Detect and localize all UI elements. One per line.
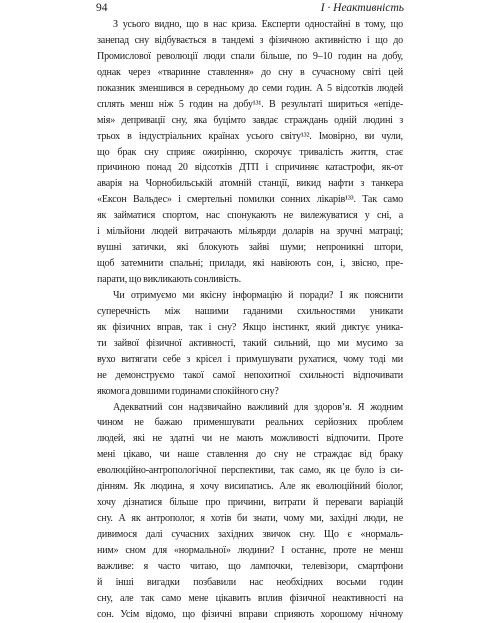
text-line: еволюційно-антропологічної перспективи, так само, як це було із си-: [97, 465, 403, 477]
text-line: що брак сну сприяє ожирінню, скорочує тривалість життя, стає: [97, 146, 403, 158]
body-text: [97, 17, 403, 623]
text-line: не демонструємо такої самої непохитної схильності відпочивати: [97, 369, 403, 381]
text-line: чином не бажаю применшувати реальних серйозних проблем: [97, 417, 403, 429]
text-line: мія» депривації сну, яка буцімто завдає страждань одній людині з: [97, 114, 403, 126]
page-number: 94: [96, 2, 108, 14]
paragraph: [97, 17, 403, 288]
text-line: людей, які не здатні чи не мають можливості відпочити. Проте: [97, 433, 403, 445]
text-line: аварія на Чорнобильській атомній станції, викид нафти з танкера: [97, 178, 403, 190]
text-line: мені цікаво, чи наше ставлення до сну не страждає від браку: [97, 449, 403, 461]
paragraph: [97, 400, 403, 623]
text-line: суперечність між нашими гаданими схильностями уникати: [97, 305, 403, 317]
text-line: сну, але так само мене цікавить вплив фізичної неактивності на: [97, 592, 403, 604]
text-line: дінням. Як людина, я хочу висипатись. Але як еволюційний біолог,: [97, 481, 403, 493]
text-line: дивимося далі сучасних західних звичок сну. Що є «нормаль-: [97, 529, 403, 540]
text-line: трьох в індустріальних країнах усього світу¹³². Імовірно, ви чули,: [97, 130, 403, 142]
text-line: важливе: я часто читаю, що лампочки, телевізори, смартфони: [97, 560, 403, 572]
text-line: причиною понад 20 відсотків ДТП і спричиняє катастрофи, як-от: [97, 162, 403, 174]
text-line: «Ексон Вальдес» і смертельні помилки сонних лікарів¹³³. Так само: [97, 194, 403, 206]
text-line: Чи отримуємо ми якісну інформацію й поради? І як пояснити: [113, 289, 403, 301]
text-line: вухо витягати себе з крісел і примушувати рухатися, чому тоді ми: [97, 353, 403, 365]
text-line: показник зменшився в середньому до семи годин. А 5 відсотків людей: [97, 82, 403, 94]
text-line: однак через «тваринне ставлення» до сну в сучасному світі цей: [97, 66, 403, 78]
text-line: як фізичних вправ, так і сну? Якщо інстинкт, який диктує уника-: [97, 321, 403, 333]
text-line: занепад сну відбувається в тандемі з фізичною активністю і що до: [97, 34, 403, 46]
text-line: Адекватний сон надзвичайно важливий для здоров’я. Я жодним: [113, 401, 403, 413]
text-line: З усього видно, що в нас криза. Експерти одностайні в тому, що: [113, 19, 403, 30]
text-line: сон. Усім відомо, що фізичні вправи сприяють хорошому нічному: [97, 608, 403, 620]
text-line: щоб затемнити спальні; прилади, які навіюють сон, і, звісно, пре-: [97, 258, 403, 270]
page-header: [96, 0, 404, 16]
text-line: хочу дізнатися більше про причини, витрати й переваги варіацій: [97, 497, 403, 509]
text-line: Промислової революції люди спали більше, по 9–10 годин на добу,: [97, 50, 403, 62]
text-line: якомога довшими годинами спокійного сну?: [97, 385, 279, 397]
text-line: ним» сном для «нормальної» людини? І останнє, проте не менш: [97, 544, 403, 556]
paragraph: [97, 288, 403, 400]
text-line: ти зайвої фізичної активності, такий сильний, що ми мусимо за: [97, 337, 403, 349]
text-line: вушні затички, які блокують зайві шуми; непроникні штори,: [97, 242, 403, 254]
text-line: і мільйони людей витрачають мільярди доларів на зручні матраці;: [97, 226, 403, 238]
text-line: як займатися спортом, нас спонукають не вилежуватися у сні, а: [97, 210, 403, 222]
text-line: й інші вигадки позбавили нас необхідних восьми годин: [97, 576, 403, 588]
text-line: сну. А як антрополог, я хотів би знати, чому ми, західні люди, не: [97, 513, 403, 525]
text-line: сплять менш ніж 5 годин на добу¹³¹. В результаті шириться «епіде-: [97, 98, 403, 110]
text-line: парати, що викликають сонливість.: [97, 274, 241, 285]
running-head: I · Неактивність: [320, 2, 404, 14]
